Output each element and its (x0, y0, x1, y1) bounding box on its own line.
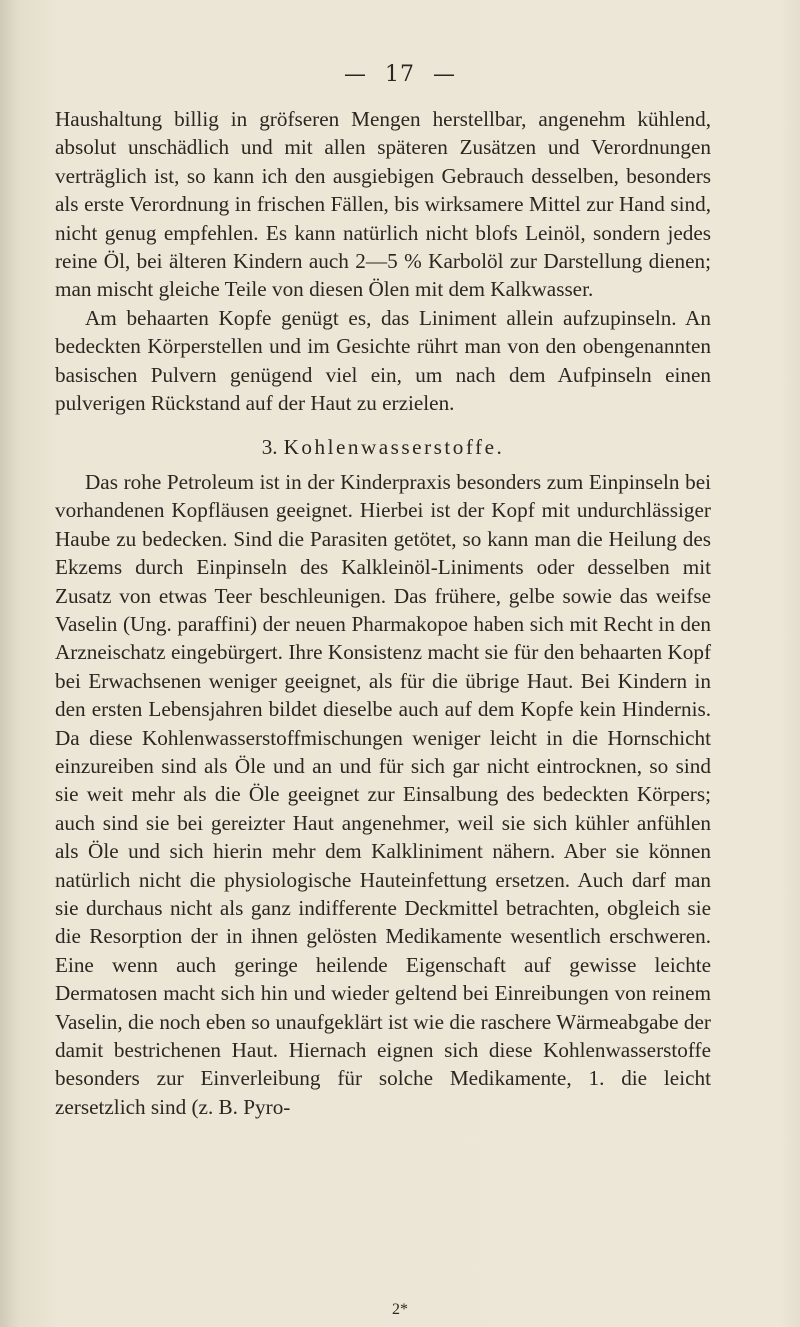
page-number: 17 (385, 62, 415, 87)
paragraph-petroleum: Das rohe Petroleum ist in der Kinderpraxis besonders zum Einpinseln bei vorhandenen Kopfläusen geeignet. Hierbei ist der Kopf mit undurchlässiger Haube zu bedecken. Sind die Parasiten getötet, so kann man die Heilung des Ekzems durch Einpinseln des Kalkleinöl-Liniments oder desselben mit Zusatz von etwas Teer beschleunigen. Das frühere, gelbe sowie das weifse Vaselin (Ung. paraffini) der neuen Pharmakopoe haben sich mit Recht in den Arzneischatz eingebürgert. Ihre Konsistenz macht sie für den behaarten Kopf bei Erwachsenen weniger geeignet, als für die übrige Haut. Bei Kindern in den ersten Lebensjahren bildet dieselbe auch auf dem Kopfe kein Hindernis. Da diese Kohlenwasserstoffmischungen weniger leicht in die Hornschicht einzureiben sind als Öle und an und für sich gar nicht eintrocknen, so sind sie weit mehr als die Öle geeignet zur Einsalbung des bedeckten Körpers; auch sind sie bei gereizter Haut angenehmer, weil sie sich kühler anfühlen als Öle und sich hierin mehr dem Kalkliniment nähern. Aber sie können natürlich nicht die physiologische Hauteinfettung ersetzen. Auch darf man sie durchaus nicht als ganz indifferente Deckmittel betrachten, obgleich sie die Resorption der in ihnen gelösten Medikamente wesentlich erschweren. Eine wenn auch geringe heilende Eigenschaft auf gewisse leichte Dermatosen macht sich hin und wieder geltend bei Einreibungen von reinem Vaselin, die noch eben so unaufgeklärt ist wie die raschere Wärmeabgabe der damit bestrichenen Haut. Hiernach eignen sich diese Kohlenwasserstoffe besonders zur Einverleibung für solche Medikamente, 1. die leicht zersetzlich sind (z. B. Pyro- (55, 469, 711, 1119)
section-heading (55, 433, 711, 461)
section-number: 3. (261, 435, 278, 460)
header-dash-right: — (433, 62, 456, 87)
paragraph-continued: Haushaltung billig in gröfseren Mengen herstellbar, angenehm kühlend, absolut unschädlich und mit allen späteren Zusätzen und Verordnungen verträglich ist, so kann ich den ausgiebigen Gebrauch desselben, besonders als erste Verordnung in frischen Fällen, bis wirksamere Mittel zur Hand sind, nicht genug empfehlen. Es kann natürlich nicht blofs Leinöl, sondern jedes reine Öl, bei älteren Kindern auch 2—5 % Karbolöl zur Darstellung dienen; man mischt gleiche Teile von diesen Ölen mit dem Kalkwasser. (55, 107, 711, 302)
body-text (55, 105, 711, 1121)
section-title: Kohlenwasserstoffe. (283, 435, 505, 460)
printer-signature: 2* (392, 1301, 408, 1318)
page-header (0, 62, 800, 87)
paragraph-liniment: Am behaarten Kopfe genügt es, das Liniment allein aufzupinseln. An bedeckten Körperstellen und im Gesichte rührt man von den obengenannten basischen Pulvern genügend viel ein, um nach dem Aufpinseln einen pulverigen Rückstand auf der Haut zu erzielen. (55, 305, 711, 416)
header-dash-left: — (344, 62, 367, 87)
